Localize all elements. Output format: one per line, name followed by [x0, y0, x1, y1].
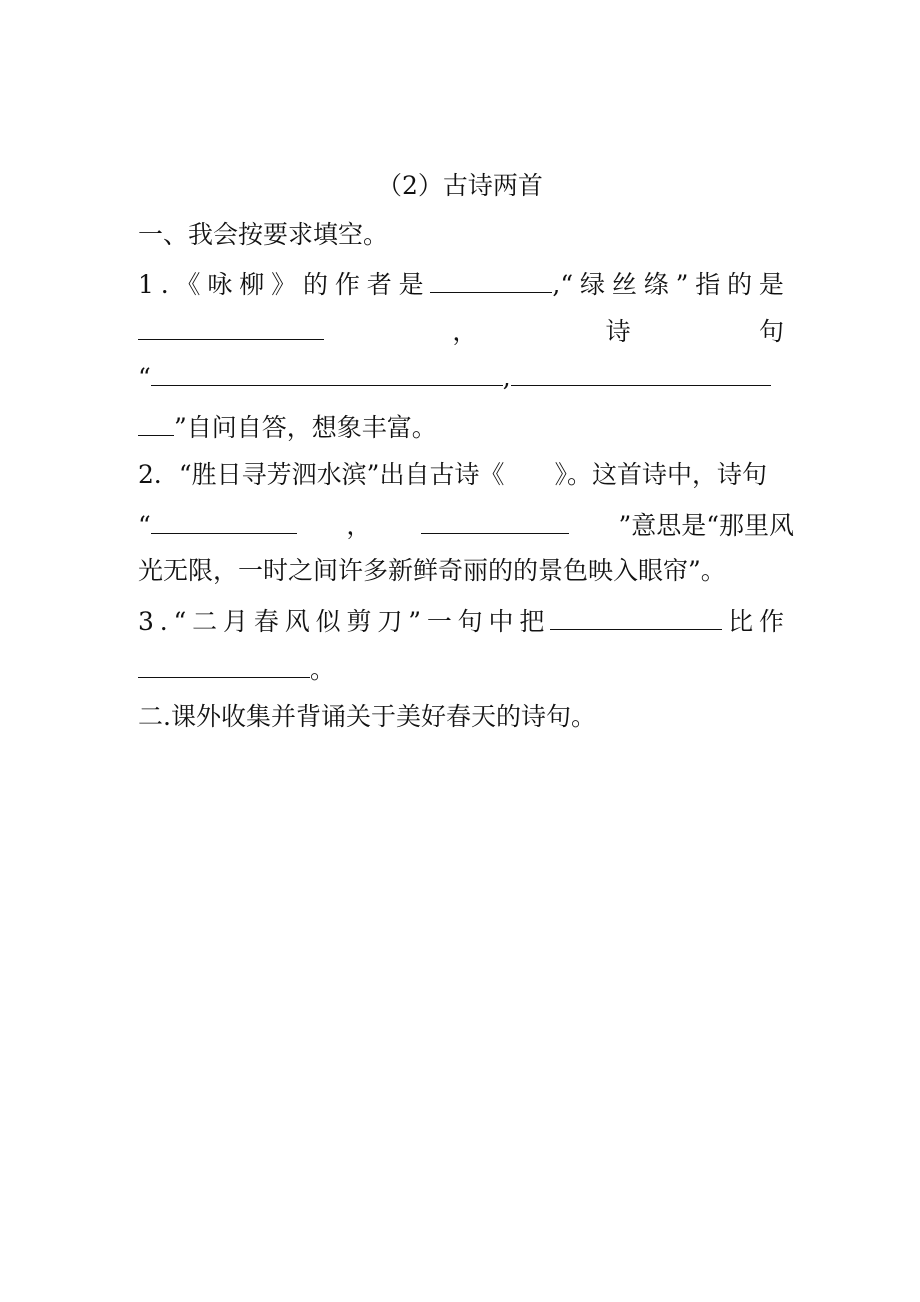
q1-sep: , — [552, 270, 561, 299]
q1-char: 是 — [758, 270, 784, 299]
q3-char: ” — [408, 607, 421, 636]
q1-char: 咏 — [207, 270, 233, 299]
section-1-heading: 一、我会按要求填空。 — [138, 220, 389, 249]
q3-char: 作 — [758, 607, 784, 636]
q3-char: 风 — [284, 607, 310, 636]
q2-line-2-tail: ”意思是“那里风 — [618, 511, 794, 540]
q2-blank-group-1 — [138, 507, 297, 542]
page-title: （2）古诗两首 — [377, 171, 543, 200]
q1-char: 》 — [271, 270, 297, 299]
q1-char: 者 — [366, 270, 392, 299]
q3-char: 一 — [426, 607, 452, 636]
q2-open-quote: “ — [138, 511, 151, 540]
q3-char: 把 — [519, 607, 545, 636]
q1-char: 绿 — [580, 270, 606, 299]
q1-char: 指 — [695, 270, 721, 299]
q1-line-4 — [138, 409, 784, 444]
q3-char: 春 — [253, 607, 279, 636]
q1-char: 丝 — [611, 270, 637, 299]
q1-meaning-blank[interactable] — [138, 313, 324, 340]
q3-char: 比 — [728, 607, 754, 636]
q1-verse-blank-1[interactable] — [151, 359, 503, 386]
q1-shi: 诗 — [605, 317, 631, 346]
section-2-heading: 二.课外收集并背诵关于美好春天的诗句。 — [138, 702, 596, 731]
q1-verse-blank-2[interactable] — [511, 359, 771, 386]
q1-char: 绦 — [643, 270, 669, 299]
q3-subject-blank[interactable] — [550, 603, 722, 630]
q1-line-3 — [138, 359, 784, 394]
q1-verse-blank-3[interactable] — [138, 409, 174, 436]
q1-ju: 句 — [758, 317, 784, 346]
q1-line-2 — [138, 313, 784, 348]
q1-line-1 — [138, 266, 784, 301]
q3-char: 剪 — [346, 607, 372, 636]
q3-line-2 — [138, 651, 784, 686]
q1-quote: “ — [560, 270, 574, 299]
q1-char: 的 — [302, 270, 328, 299]
q1-author-blank[interactable] — [430, 266, 552, 293]
q1-open-quote: “ — [138, 363, 151, 392]
q3-char: 二 — [192, 607, 218, 636]
q3-char: 句 — [457, 607, 483, 636]
q2-comma: ， — [346, 511, 372, 540]
q3-end-mark: 。 — [310, 655, 336, 684]
q2-line-3: 光无限，一时之间许多新鲜奇丽的的景色映入眼帘”。 — [138, 556, 726, 585]
q3-char: 3 — [138, 607, 154, 636]
q1-char: ” — [675, 270, 689, 299]
q3-object-blank[interactable] — [138, 651, 310, 678]
q1-char: 《 — [175, 270, 201, 299]
q1-char: 柳 — [239, 270, 265, 299]
q1-char: 作 — [334, 270, 360, 299]
q1-line-4-tail: ”自问自答，想象丰富。 — [174, 413, 437, 442]
q3-char: 中 — [488, 607, 514, 636]
q1-comma: ， — [452, 317, 478, 346]
q3-char: “ — [173, 607, 187, 636]
q1-char: . — [160, 270, 169, 299]
q1-author-group — [430, 266, 573, 301]
q3-line-1 — [138, 603, 784, 638]
q2-line-1: 2．“胜日寻芳泗水滨”出自古诗《 》。这首诗中，诗句 — [138, 460, 767, 489]
q3-char: 似 — [315, 607, 341, 636]
q2-line-2 — [138, 507, 794, 542]
q1-comma-2: , — [502, 363, 511, 392]
q3-char: . — [159, 607, 168, 636]
q3-char: 月 — [223, 607, 249, 636]
q1-char: 1 — [138, 270, 154, 299]
q3-char: 刀 — [377, 607, 403, 636]
q1-char: 的 — [727, 270, 753, 299]
q2-verse-blank-1[interactable] — [151, 507, 297, 534]
q2-verse-blank-2[interactable] — [421, 507, 569, 534]
q1-char: 是 — [398, 270, 424, 299]
